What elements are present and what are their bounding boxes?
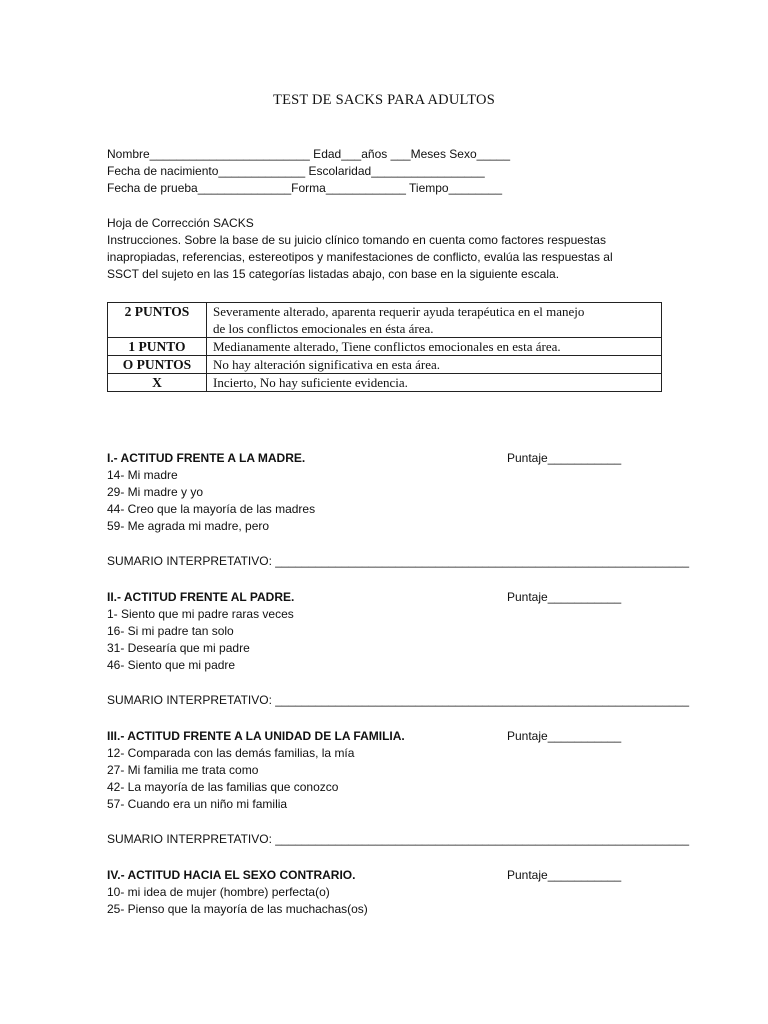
score-field-mother: Puntaje___________: [507, 451, 622, 465]
item-family-57: 57- Cuando era un niño mi familia: [107, 797, 288, 811]
section-heading-family: III.- ACTITUD FRENTE A LA UNIDAD DE LA FAMILIA.: [107, 729, 405, 743]
item-family-27: 27- Mi familia me trata como: [107, 763, 259, 777]
scale-description-line: Incierto, No hay suficiente evidencia.: [213, 375, 408, 390]
scale-key: O PUNTOS: [108, 356, 207, 374]
item-mother-14: 14- Mi madre: [107, 468, 178, 482]
item-mother-44: 44- Creo que la mayoría de las madres: [107, 502, 316, 516]
scoring-scale-table: [107, 302, 662, 392]
summary-line-father: SUMARIO INTERPRETATIVO: ______________________________________________________________: [107, 693, 690, 707]
scale-key: X: [108, 374, 207, 392]
scale-row: [108, 374, 662, 392]
name-age-sex-line: Nombre________________________ Edad___años ___Meses Sexo_____: [107, 147, 511, 161]
scale-description-line: Severamente alterado, aparenta requerir ayuda terapéutica en el manejo: [213, 304, 585, 319]
section-heading-mother: I.- ACTITUD FRENTE A LA MADRE.: [107, 451, 306, 465]
item-mother-29: 29- Mi madre y yo: [107, 485, 204, 499]
scale-row: [108, 338, 662, 356]
item-father-31: 31- Desearía que mi padre: [107, 641, 250, 655]
score-field-family: Puntaje___________: [507, 729, 622, 743]
correction-sheet-heading: Hoja de Corrección SACKS: [107, 216, 254, 230]
instructions-line-3: SSCT del sujeto en las 15 categorías listadas abajo, con base en la siguiente escala.: [107, 267, 560, 281]
item-family-12: 12- Comparada con las demás familias, la mía: [107, 746, 355, 760]
section-heading-opposite-sex: IV.- ACTITUD HACIA EL SEXO CONTRARIO.: [107, 868, 356, 882]
instructions-line-2: inapropiadas, referencias, estereotipos y manifestaciones de conflicto, evalúa las respuestas al: [107, 250, 613, 264]
summary-line-mother: SUMARIO INTERPRETATIVO: ______________________________________________________________: [107, 554, 690, 568]
section-heading-father: II.- ACTITUD FRENTE AL PADRE.: [107, 590, 295, 604]
scale-row: [108, 303, 662, 338]
birthdate-schooling-line: Fecha de nacimiento_____________ Escolaridad_________________: [107, 164, 485, 178]
summary-line-family: SUMARIO INTERPRETATIVO: ______________________________________________________________: [107, 832, 690, 846]
scale-description: [207, 356, 662, 374]
scale-description-line: No hay alteración significativa en esta área.: [213, 357, 441, 372]
scale-description: [207, 374, 662, 392]
score-field-father: Puntaje___________: [507, 590, 622, 604]
document-title: TEST DE SACKS PARA ADULTOS: [273, 92, 495, 108]
item-father-16: 16- Si mi padre tan solo: [107, 624, 234, 638]
item-father-1: 1- Siento que mi padre raras veces: [107, 607, 294, 621]
item-family-42: 42- La mayoría de las familias que conozco: [107, 780, 339, 794]
scale-description-line: Medianamente alterado, Tiene conflictos emocionales en esta área.: [213, 339, 561, 354]
instructions-line-1: Instrucciones. Sobre la base de su juicio clínico tomando en cuenta como factores respuestas: [107, 233, 606, 247]
scale-description-line: de los conflictos emocionales en ésta área.: [213, 321, 434, 336]
scale-key: 2 PUNTOS: [108, 303, 207, 338]
item-mother-59: 59- Me agrada mi madre, pero: [107, 519, 270, 533]
scale-key: 1 PUNTO: [108, 338, 207, 356]
item-opposite-sex-10: 10- mi idea de mujer (hombre) perfecta(o): [107, 885, 330, 899]
test-date-form-time-line: Fecha de prueba______________Forma____________ Tiempo________: [107, 181, 502, 195]
scale-description: [207, 338, 662, 356]
score-field-opposite-sex: Puntaje___________: [507, 868, 622, 882]
scale-description: [207, 303, 662, 338]
item-father-46: 46- Siento que mi padre: [107, 658, 236, 672]
scale-row: [108, 356, 662, 374]
item-opposite-sex-25: 25- Pienso que la mayoría de las muchachas(os): [107, 902, 368, 916]
